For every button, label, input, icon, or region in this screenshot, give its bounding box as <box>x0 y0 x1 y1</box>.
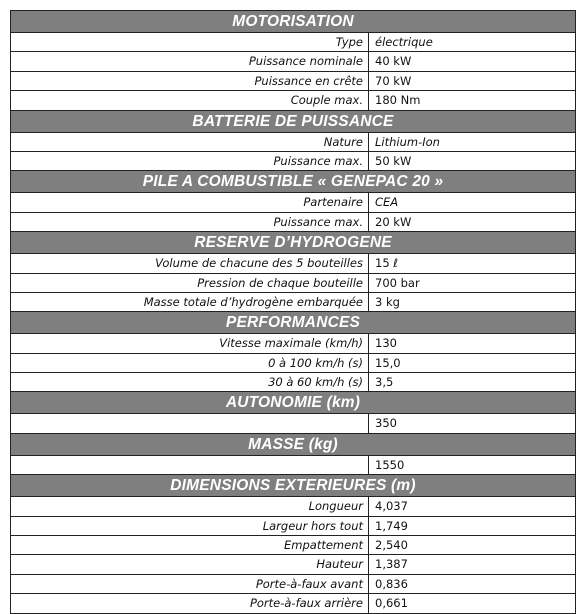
row-label: Longueur <box>11 497 369 515</box>
row-label: Pression de chaque bouteille <box>11 274 369 292</box>
table-row <box>11 33 575 52</box>
row-value: 70 kW <box>375 73 412 88</box>
table-row <box>11 575 575 594</box>
row-label: Couple max. <box>11 91 369 109</box>
row-label: 0 à 100 km/h (s) <box>11 354 369 372</box>
table-row <box>11 91 575 110</box>
row-label: Partenaire <box>11 193 369 211</box>
row-value: 20 kW <box>375 214 412 229</box>
table-row <box>11 133 575 152</box>
table-row <box>11 72 575 91</box>
section-header: MOTORISATION <box>11 11 575 33</box>
row-label: Puissance max. <box>11 152 369 170</box>
table-row <box>11 274 575 293</box>
table-row <box>11 414 575 433</box>
spec-table <box>10 10 576 614</box>
row-value: 700 bar <box>375 275 420 290</box>
row-label: Largeur hors tout <box>11 517 369 535</box>
section-header: AUTONOMIE (km) <box>11 392 575 414</box>
table-row <box>11 354 575 373</box>
row-value: 180 Nm <box>375 93 421 108</box>
row-label: Puissance nominale <box>11 52 369 70</box>
row-label <box>11 456 369 474</box>
table-row <box>11 536 575 555</box>
row-label: Puissance max. <box>11 213 369 231</box>
table-row <box>11 594 575 612</box>
section-header: MASSE (kg) <box>11 434 575 456</box>
row-label <box>11 414 369 432</box>
row-value: Lithium-Ion <box>375 134 440 149</box>
section-header: RESERVE D’HYDROGENE <box>11 232 575 254</box>
table-row <box>11 373 575 392</box>
row-value: 0,836 <box>375 576 408 591</box>
table-row <box>11 517 575 536</box>
row-value: 4,037 <box>375 499 408 514</box>
row-value: 15,0 <box>375 355 401 370</box>
row-value: 2,540 <box>375 538 408 553</box>
row-value: 1,387 <box>375 557 408 572</box>
row-value: 15 ℓ <box>375 256 399 271</box>
row-value: 40 kW <box>375 54 412 69</box>
table-row <box>11 52 575 71</box>
table-row <box>11 152 575 171</box>
table-row <box>11 213 575 232</box>
table-row <box>11 293 575 312</box>
table-row <box>11 497 575 516</box>
row-label: Porte-à-faux avant <box>11 575 369 593</box>
section-header: DIMENSIONS EXTERIEURES (m) <box>11 475 575 497</box>
row-value: 0,661 <box>375 596 408 611</box>
section-header: BATTERIE DE PUISSANCE <box>11 111 575 133</box>
row-label: Vitesse maximale (km/h) <box>11 334 369 352</box>
table-row <box>11 334 575 353</box>
row-value: 1,749 <box>375 518 408 533</box>
row-label: Puissance en crête <box>11 72 369 90</box>
row-label: Hauteur <box>11 555 369 573</box>
row-label: Type <box>11 33 369 51</box>
row-label: 30 à 60 km/h (s) <box>11 373 369 391</box>
row-value: 130 <box>375 336 397 351</box>
row-value: 50 kW <box>375 153 412 168</box>
section-header: PILE A COMBUSTIBLE « GENEPAC 20 » <box>11 171 575 193</box>
row-value: 3 kg <box>375 294 400 309</box>
table-row <box>11 254 575 273</box>
row-value: 1550 <box>375 457 405 472</box>
row-label: Volume de chacune des 5 bouteilles <box>11 254 369 272</box>
row-value: 3,5 <box>375 375 394 390</box>
table-row <box>11 456 575 475</box>
table-row <box>11 555 575 574</box>
section-header: PERFORMANCES <box>11 312 575 334</box>
row-value: 350 <box>375 416 397 431</box>
row-label: Porte-à-faux arrière <box>11 594 369 612</box>
row-label: Nature <box>11 133 369 151</box>
row-value: électrique <box>375 35 433 49</box>
row-value: CEA <box>375 195 399 210</box>
table-row <box>11 193 575 212</box>
row-label: Empattement <box>11 536 369 554</box>
row-label: Masse totale d’hydrogène embarquée <box>11 293 369 311</box>
